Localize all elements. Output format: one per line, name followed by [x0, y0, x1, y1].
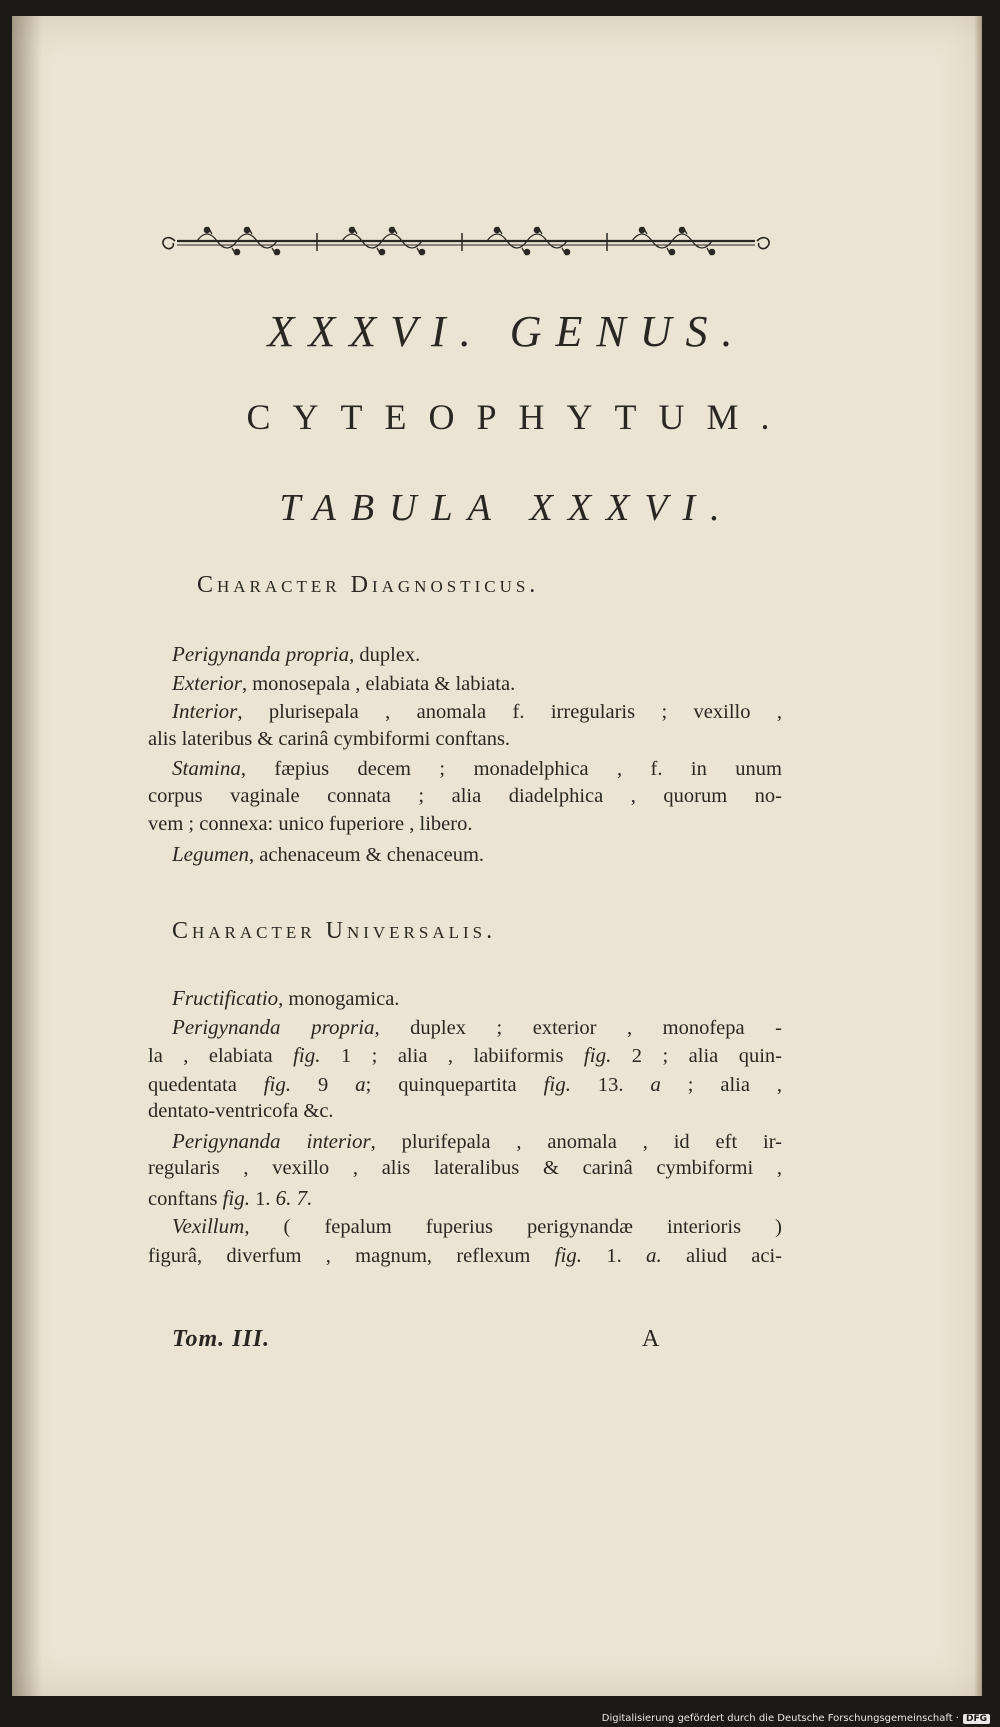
line-text: , monogamica.: [278, 988, 400, 1010]
dfg-logo: DFG: [963, 1714, 990, 1724]
line-text: alis lateribus & carinâ cymbiformi conftans.: [148, 727, 511, 750]
line-text: corpus vaginale connata ; alia diadelphica , quorum no-: [148, 784, 782, 807]
line-text: 1 ; alia , labiiformis: [320, 1045, 584, 1067]
diagnosticus-heading: Character Diagnosticus.: [197, 572, 540, 598]
line-text: , duplex ; exterior , monofepa -: [374, 1016, 782, 1039]
page-edge: [974, 16, 982, 1696]
text-line: [172, 642, 782, 667]
genus-heading: XXXVI. GENUS.: [267, 307, 747, 356]
italic-term: fig.: [583, 1043, 612, 1067]
italic-term: Perigynanda interior: [172, 1128, 371, 1153]
line-text: ; alia ,: [660, 1073, 783, 1096]
line-text: quedentata: [148, 1073, 264, 1096]
line-text: 1.: [582, 1244, 646, 1267]
text-line: [148, 1186, 782, 1211]
italic-term: a: [650, 1071, 661, 1096]
line-text: conftans: [148, 1187, 223, 1210]
italic-term: Perigynanda propria: [172, 642, 350, 666]
line-text: figurâ, diverfum , magnum, reflexum: [148, 1244, 555, 1267]
italic-term: fig.: [543, 1071, 571, 1096]
text-line: [148, 728, 782, 751]
text-line: [148, 1100, 782, 1123]
italic-term: Vexillum: [172, 1214, 245, 1238]
line-text: , duplex.: [349, 644, 421, 666]
italic-term: fig.: [554, 1242, 583, 1267]
italic-term: Exterior: [172, 670, 242, 695]
volume-marker: Tom. III.: [172, 1326, 271, 1352]
text-line: [172, 671, 782, 696]
text-line: [172, 756, 782, 781]
line-text: dentato-ventricofa &c.: [148, 1100, 334, 1122]
text-line: [148, 785, 782, 808]
line-text: ; quinquepartita: [365, 1073, 544, 1096]
spine-shadow: [12, 16, 42, 1696]
text-line: [172, 1214, 782, 1239]
line-text: , achenaceum & chenaceum.: [249, 843, 485, 866]
line-text: , fæpius decem ; monadelphica , f. in unum: [240, 758, 782, 780]
italic-term: Legumen: [172, 841, 249, 866]
line-text: , ( fepalum fuperius perigynandæ interioris ): [244, 1216, 782, 1238]
vine-ornament: [157, 221, 777, 261]
text-line: [148, 1043, 782, 1068]
line-text: 2 ; alia quin-: [611, 1045, 783, 1067]
text-line: [172, 1129, 782, 1154]
text-line: [172, 842, 782, 867]
signature-mark: A: [642, 1326, 660, 1352]
universalis-heading: Character Universalis.: [172, 918, 497, 944]
italic-term: fig.: [263, 1071, 292, 1096]
line-text: , plurisepala , anomala f. irregularis ; vexillo ,: [237, 701, 782, 723]
text-line: [148, 1072, 782, 1097]
italic-term: a: [355, 1071, 366, 1096]
line-text: la , elabiata: [148, 1045, 294, 1067]
text-line: [148, 813, 782, 836]
italic-term: Fructificatio: [172, 986, 279, 1010]
line-text: 1.: [250, 1187, 276, 1210]
genus-name: CYTEOPHYTUM.: [246, 397, 792, 437]
line-text: 9: [291, 1073, 356, 1096]
italic-term: a.: [645, 1242, 662, 1267]
digitization-credit: [602, 1713, 990, 1724]
text-line: [172, 699, 782, 724]
line-text: vem ; connexa: unico fuperiore , libero.: [148, 813, 473, 835]
line-text: , plurifepala , anomala , id eft ir-: [370, 1130, 782, 1153]
credit-text: Digitalisierung gefördert durch die Deutsche Forschungsgemeinschaft ·: [601, 1713, 959, 1724]
italic-term: Interior: [172, 699, 238, 723]
line-text: aliud aci-: [661, 1244, 782, 1267]
text-line: [148, 1157, 782, 1180]
line-text: regularis , vexillo , alis lateralibus & carinâ cymbiformi ,: [148, 1157, 782, 1179]
italic-term: 6. 7.: [275, 1185, 313, 1210]
book-page: [12, 16, 982, 1696]
italic-term: Stamina: [172, 756, 241, 780]
line-text: , monosepala , elabiata & labiata.: [241, 672, 516, 695]
line-text: 13.: [570, 1073, 651, 1096]
text-line: [148, 1243, 782, 1268]
italic-term: fig.: [222, 1185, 250, 1210]
italic-term: fig.: [293, 1043, 321, 1067]
tabula-heading: TABULA XXXVI.: [279, 487, 735, 529]
italic-term: Perigynanda propria: [172, 1014, 375, 1039]
text-line: [172, 986, 782, 1011]
text-line: [172, 1015, 782, 1040]
